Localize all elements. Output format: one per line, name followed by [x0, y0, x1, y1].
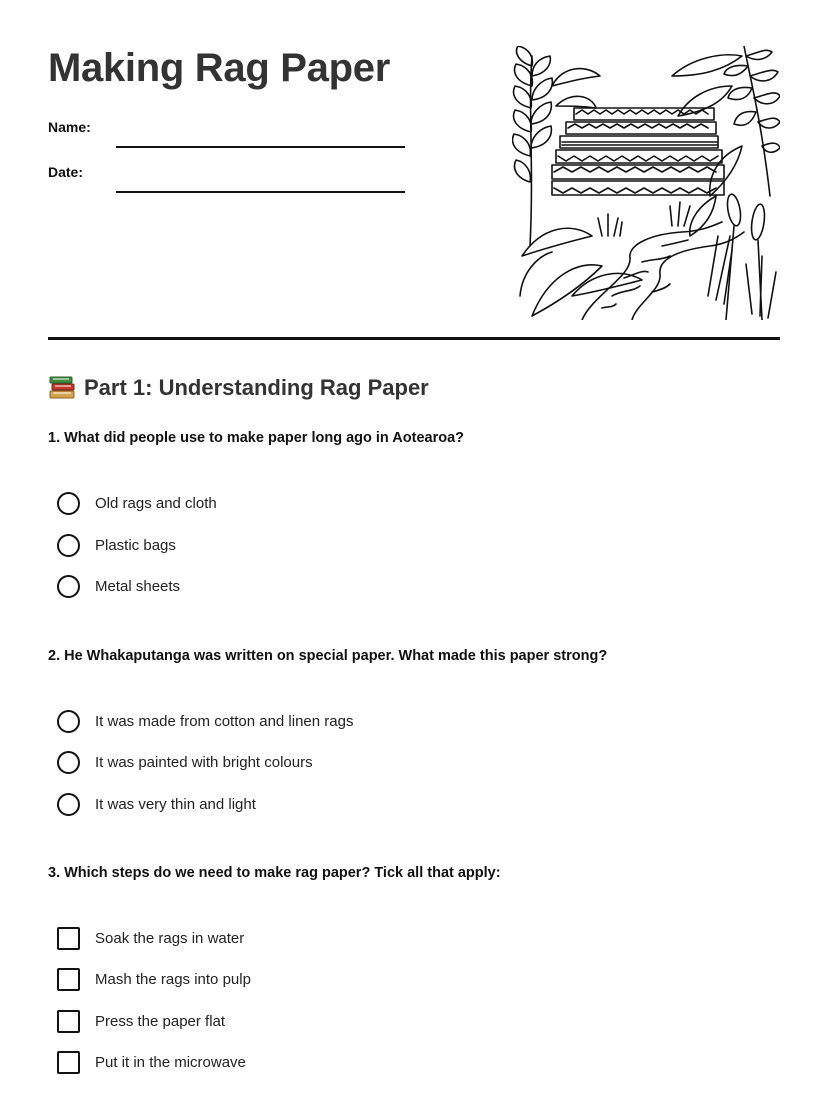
option-label: It was painted with bright colours — [95, 753, 313, 771]
radio-button[interactable] — [57, 534, 80, 557]
books-icon — [48, 375, 76, 401]
name-field[interactable] — [48, 118, 405, 136]
checkbox[interactable] — [57, 927, 80, 950]
q2-option-2[interactable] — [57, 750, 313, 774]
radio-button[interactable] — [57, 793, 80, 816]
date-field[interactable] — [48, 163, 405, 181]
date-input-line[interactable] — [116, 191, 405, 193]
option-label: It was made from cotton and linen rags — [95, 712, 354, 730]
option-label: Press the paper flat — [95, 1012, 226, 1030]
q3-option-2[interactable] — [57, 967, 251, 991]
question-3: 3. Which steps do we need to make rag paper? Tick all that apply: — [48, 865, 501, 881]
radio-button[interactable] — [57, 710, 80, 733]
option-label: It was very thin and light — [95, 795, 256, 813]
question-2: 2. He Whakaputanga was written on special paper. What made this paper strong? — [48, 648, 608, 664]
radio-button[interactable] — [57, 575, 80, 598]
option-label: Metal sheets — [95, 577, 181, 595]
option-label: Old rags and cloth — [95, 494, 217, 512]
date-label: Date: — [48, 164, 84, 180]
page-title: Making Rag Paper — [48, 46, 390, 90]
name-label: Name: — [48, 119, 91, 135]
option-label: Soak the rags in water — [95, 929, 245, 947]
q3-option-3[interactable] — [57, 1009, 225, 1033]
section-title: Part 1: Understanding Rag Paper — [84, 375, 429, 400]
q1-option-3[interactable] — [57, 574, 180, 598]
radio-button[interactable] — [57, 751, 80, 774]
option-label: Mash the rags into pulp — [95, 970, 251, 988]
q1-option-1[interactable] — [57, 491, 217, 515]
q3-option-4[interactable] — [57, 1050, 246, 1074]
checkbox[interactable] — [57, 1051, 80, 1074]
q2-option-1[interactable] — [57, 709, 353, 733]
checkbox[interactable] — [57, 968, 80, 991]
question-1: 1. What did people use to make paper long ago in Aotearoa? — [48, 430, 464, 446]
option-label: Plastic bags — [95, 536, 176, 554]
q2-option-3[interactable] — [57, 792, 256, 816]
name-input-line[interactable] — [116, 146, 405, 148]
header-divider — [48, 337, 780, 340]
leaves-and-river-illustration — [512, 46, 780, 320]
option-label: Put it in the microwave — [95, 1053, 246, 1071]
radio-button[interactable] — [57, 492, 80, 515]
section-heading — [48, 375, 429, 401]
q3-option-1[interactable] — [57, 926, 244, 950]
checkbox[interactable] — [57, 1010, 80, 1033]
q1-option-2[interactable] — [57, 533, 176, 557]
